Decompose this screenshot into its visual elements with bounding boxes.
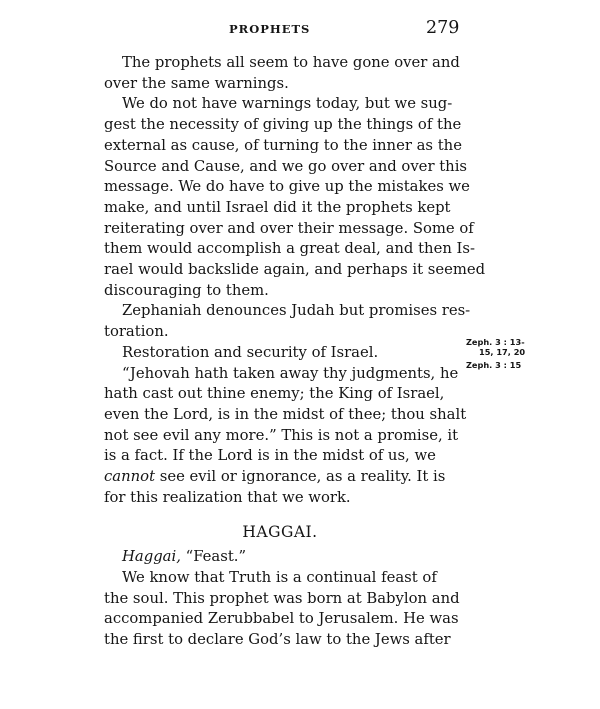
text-line: for this realization that we work. xyxy=(104,488,351,506)
text-line xyxy=(104,547,456,568)
text-line: external as cause, of turning to the inner as the xyxy=(104,136,462,154)
text-line: rael would backslide again, and perhaps it seemed xyxy=(104,261,486,279)
emphasized-word: cannot xyxy=(104,468,156,486)
margin-reference-zeph-3-13 xyxy=(466,338,525,357)
text-line: We do not have warnings today, but we sug- xyxy=(122,95,453,113)
text-line-with-emphasis xyxy=(104,467,456,488)
running-head xyxy=(0,18,600,42)
text-line: “Jehovah hath taken away thy judgments, he xyxy=(122,364,459,382)
text-line: is a fact. If the Lord is in the midst of us, we xyxy=(104,447,436,465)
text-line: hath cast out thine enemy; the King of Israel, xyxy=(104,385,445,403)
paragraph-prophets-warnings xyxy=(104,53,460,94)
text-fragment: see evil or ignorance, as a reality. It is xyxy=(155,468,446,486)
text-line: reiterating over and over their message. Some of xyxy=(104,219,474,237)
main-text xyxy=(104,53,486,651)
text-line: We know that Truth is a continual feast of xyxy=(122,568,437,586)
paragraph-haggai-meaning xyxy=(104,547,456,568)
text-line: over the same warnings. xyxy=(104,74,289,92)
page-number: 279 xyxy=(426,18,460,38)
section-heading-haggai: HAGGAI. xyxy=(242,523,318,542)
text-line: toration. xyxy=(104,323,169,341)
text-line: make, and until Israel did it the prophets kept xyxy=(104,198,451,216)
paragraph-jehovah-quote xyxy=(104,364,467,509)
paragraph-truth-feast xyxy=(104,568,460,651)
text-line: the soul. This prophet was born at Babylon and xyxy=(104,589,460,607)
text-line: not see evil any more.” This is not a promise, it xyxy=(104,426,459,444)
paragraph-restoration xyxy=(104,343,456,364)
text-line: discouraging to them. xyxy=(104,281,269,299)
text-line: message. We do have to give up the mistakes we xyxy=(104,178,470,196)
text-line: The prophets all seem to have gone over and xyxy=(122,54,460,71)
margin-reference-line: Zeph. 3 : 13- xyxy=(466,337,525,347)
haggai-meaning: “Feast.” xyxy=(180,548,247,566)
paragraph-warnings-today xyxy=(104,94,486,301)
text-line: Source and Cause, and we go over and over this xyxy=(104,157,468,175)
text-line: gest the necessity of giving up the things of the xyxy=(104,116,462,134)
text-line: accompanied Zerubbabel to Jerusalem. He was xyxy=(104,610,459,628)
paragraph-zephaniah xyxy=(104,301,471,342)
margin-reference-line: 15, 17, 20 xyxy=(479,346,526,357)
running-head-title: PROPHETS xyxy=(229,22,311,36)
text-line: the first to declare God’s law to the Jews after xyxy=(104,630,451,648)
text-line: Zephaniah denounces Judah but promises res- xyxy=(122,302,471,320)
text-line: even the Lord, is in the midst of thee; thou shalt xyxy=(104,405,467,423)
margin-reference-zeph-3-15: Zeph. 3 : 15 xyxy=(466,360,522,370)
text-line: Restoration and security of Israel. xyxy=(122,343,379,361)
haggai-name: Haggai, xyxy=(122,548,181,566)
text-line: them would accomplish a great deal, and then Is- xyxy=(104,240,475,258)
